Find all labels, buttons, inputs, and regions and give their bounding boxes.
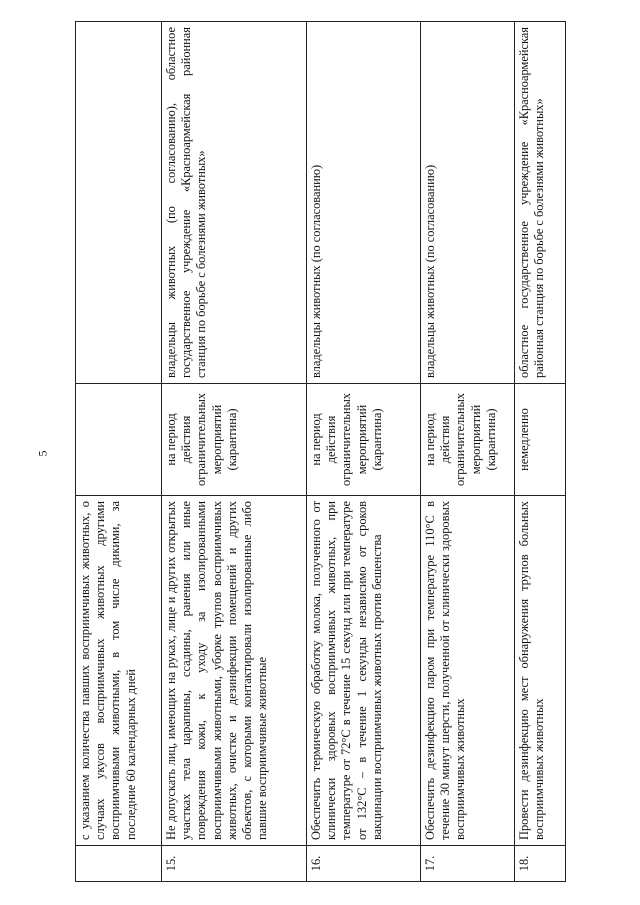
rotated-page-content	[75, 22, 565, 882]
row-number: 17.	[421, 846, 515, 882]
task-cell: с указанием количества павших восприимчивых животных, о случаях укусов восприимчивых животных другими восприимчивыми животными, в том числе дикими, за последние 60 календарных дней	[76, 496, 162, 846]
executor-cell: областное государственное учреждение «Красноармейская районная станция по борьбе с болезнями животных»	[515, 22, 566, 384]
term-cell: на период действия ограничительных мероприятий (карантина)	[307, 384, 421, 496]
executor-cell: владельцы животных (по согласованию), областное государственное учреждение «Красноармейская районная станция по борьбе с болезнями животных»	[162, 22, 307, 384]
page-number: 5	[35, 450, 50, 457]
row-number: 15.	[162, 846, 307, 882]
row-number: 18.	[515, 846, 566, 882]
table-row	[307, 22, 421, 882]
term-cell: на период действия ограничительных мероприятий (карантина)	[421, 384, 515, 496]
task-cell: Обеспечить термическую обработку молока, полученного от клинически здоровых восприимчивых животных, при температуре от 72°С в течение 15 секунд или при температуре от 132°С – в течение 1 секунды независимо от сроков вакцинации восприимчивых животных против бешенства	[307, 496, 421, 846]
executor-cell: владельцы животных (по согласованию)	[307, 22, 421, 384]
executor-cell	[76, 22, 162, 384]
task-cell: Обеспечить дезинфекцию паром при температуре 110°С в течение 30 минут шерсти, полученной от клинически здоровых восприимчивых животных	[421, 496, 515, 846]
term-cell: на период действия ограничительных мероприятий (карантина)	[162, 384, 307, 496]
row-number: 16.	[307, 846, 421, 882]
table-row	[515, 22, 566, 882]
term-cell	[76, 384, 162, 496]
row-number	[76, 846, 162, 882]
executor-cell: владельцы животных (по согласованию)	[421, 22, 515, 384]
task-cell: Не допускать лиц, имеющих на руках, лице и других открытых участках тела царапины, ссадины, ранения или иные повреждения кожи, к уходу за изолированными восприимчивыми животными, уборке трупов восприимчивых животных, очистке и дезинфекции помещений и других объектов, с которыми контактировали изолированные либо павшие восприимчивые животные	[162, 496, 307, 846]
measures-table	[75, 21, 566, 882]
term-cell: немедленно	[515, 384, 566, 496]
task-cell: Провести дезинфекцию мест обнаружения трупов больных восприимчивых животных	[515, 496, 566, 846]
table-row	[162, 22, 307, 882]
table-row	[76, 22, 162, 882]
table-row	[421, 22, 515, 882]
